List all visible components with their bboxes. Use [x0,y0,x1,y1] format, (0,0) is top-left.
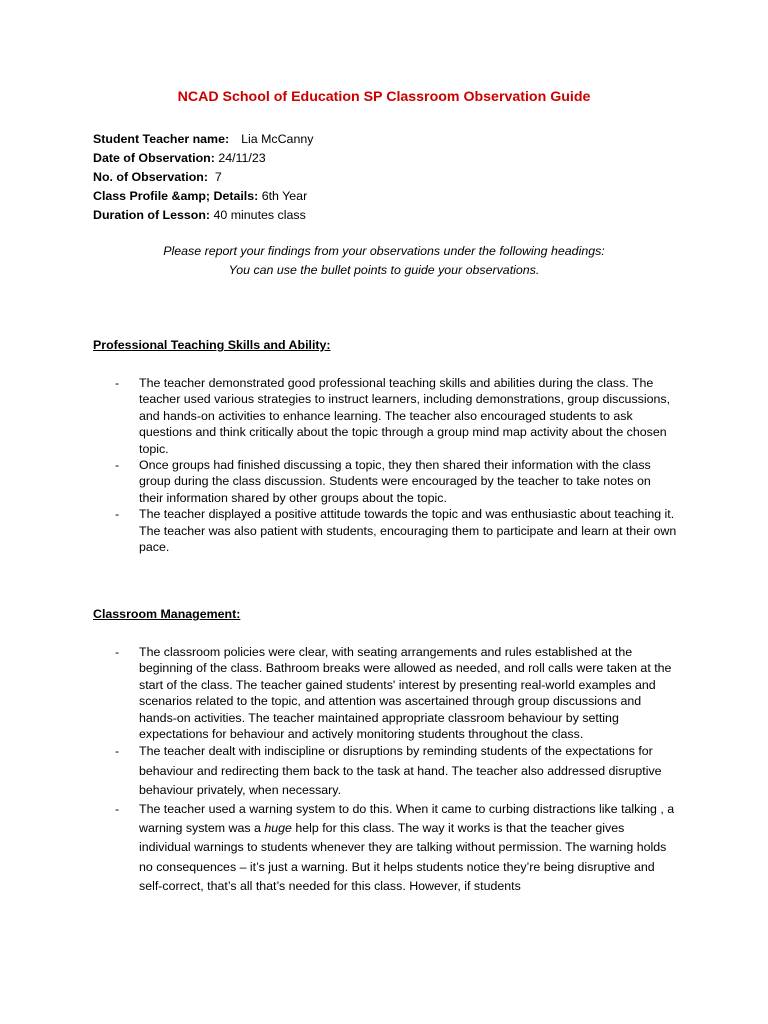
list-item [93,742,678,800]
meta-label: Class Profile &amp; Details: [93,189,259,203]
meta-date [93,149,693,168]
meta-value: 6th Year [261,189,308,203]
list-item [93,506,678,555]
bullet-dash: - [115,376,120,390]
bullet-dash: - [115,507,120,522]
emphasis-text: huge [264,821,292,836]
section-heading-teaching-skills: Professional Teaching Skills and Ability: [93,338,331,352]
list-item [93,644,678,742]
meta-label: Duration of Lesson: [93,208,211,222]
meta-class-profile [93,187,693,206]
bullet-text: The teacher displayed a positive attitude towards the topic and was enthusiastic about teaching it. The teacher was also patient with students, encouraging them to participate and learn at their own pace. [139,507,677,555]
meta-student-teacher [93,130,693,149]
bullet-dash: - [115,645,120,659]
meta-value: 7 [214,170,222,184]
meta-value: 24/11/23 [218,151,266,165]
meta-observation-number [93,168,693,187]
instructions [0,242,768,280]
instruction-line: You can use the bullet points to guide your observations. [228,263,540,277]
observation-details [93,130,693,225]
meta-label: No. of Observation: [93,170,208,184]
meta-label: Date of Observation: [93,151,215,165]
bullet-text: The classroom policies were clear, with seating arrangements and rules established at the beginning of the class. Bathroom breaks were allowed as needed, and roll calls were taken at the start of the class. The teacher gained students' interest by presenting real-world examples and scenarios related to the topic, and attention was ascertained through group discussions and hands-on activities. The teacher maintained appropriate classroom behaviour by setting expectations for behaviour and actively monitoring students throughout the class. [139,645,672,742]
teaching-skills-list [93,375,678,555]
list-item [93,457,678,506]
meta-value: Lia McCanny [241,132,314,146]
meta-label: Student Teacher name: [93,132,230,146]
bullet-text: The teacher dealt with indiscipline or disruptions by reminding students of the expectations for behaviour and redirecting them back to the task at hand. The teacher also addressed disruptive behaviour privately, when necessary. [139,744,662,797]
meta-duration [93,206,693,225]
bullet-text: Once groups had finished discussing a topic, they then shared their information with the class group during the class discussion. Students were encouraged by the teacher to take notes on their information shared by other groups about the topic. [139,458,651,505]
bullet-dash: - [115,802,120,817]
document-title: NCAD School of Education SP Classroom Observation Guide [177,89,591,105]
bullet-text: The teacher used a warning system to do this. When it came to curbing distractions like talking , a warning system was a [139,802,675,836]
bullet-dash: - [115,458,120,473]
classroom-management-list [93,644,678,896]
section-heading-classroom-management: Classroom Management: [93,607,241,621]
bullet-dash: - [115,744,120,759]
bullet-text: help for this class. The way it works is that the teacher gives individual warnings to students whenever they are talking without permission. The warning holds no consequences – it’s just a warning. But it helps students notice they’re being disruptive and self-correct, that’s all that’s needed for this class. However, if students [139,821,667,893]
meta-value: 40 minutes class [213,208,306,222]
list-item [93,375,678,457]
instruction-line: Please report your findings from your observations under the following headings: [163,244,605,258]
list-item [93,800,678,896]
bullet-text: The teacher demonstrated good professional teaching skills and abilities during the class. The teacher used various strategies to instruct learners, including demonstrations, group discussions, and hands-on activities to enhance learning. The teacher also encouraged students to ask questions and think critically about the topic through a group mind map activity about the chosen topic. [139,376,671,456]
